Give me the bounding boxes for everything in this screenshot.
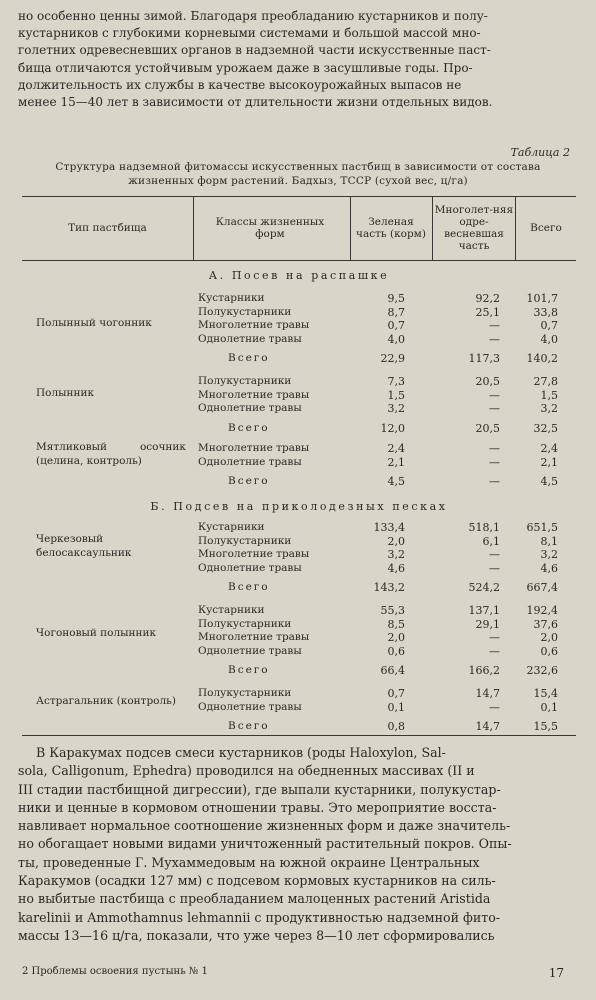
- cell-value: 27,8: [533, 375, 558, 388]
- text-line: но особенно ценны зимой. Благодаря преобладанию кустарников и полу-: [18, 9, 488, 23]
- total-value: 667,4: [526, 581, 558, 594]
- total-values: [500, 521, 558, 595]
- cell-value: 14,7: [475, 687, 500, 700]
- green-values: [350, 521, 405, 595]
- cell-value: 0,7: [540, 319, 558, 332]
- total-value: 32,5: [533, 421, 558, 435]
- life-form-classes: [198, 375, 348, 435]
- text-line: но обогащает новыми видами уничтоженный растительный покров. Опы-: [18, 836, 512, 852]
- cell-value: 518,1: [468, 521, 500, 534]
- cell-value: 0,1: [387, 700, 405, 714]
- cell-value: 0,1: [540, 700, 558, 714]
- total-value: —: [489, 475, 500, 488]
- total-value: 66,4: [380, 664, 405, 677]
- class-label: Полукустарники: [198, 617, 292, 630]
- total-value: 4,5: [387, 475, 405, 488]
- cell-value: 137,1: [468, 604, 500, 617]
- class-label: Однолетние травы: [198, 561, 302, 574]
- cell-value: 29,1: [475, 617, 500, 631]
- cell-value: 2,4: [540, 442, 558, 455]
- column-divider: [515, 196, 516, 260]
- cell-value: 4,0: [387, 332, 405, 346]
- total-value: 20,5: [475, 421, 500, 435]
- class-label: Полукустарники: [198, 305, 292, 318]
- pasture-type: Черкезовый белосаксаульник: [36, 533, 132, 559]
- cell-value: —: [489, 402, 500, 415]
- text-line: бища отличаются устойчивым урожаем даже в засушливые годы. Про-: [18, 60, 473, 75]
- table-caption: [22, 160, 574, 188]
- cell-value: 20,5: [475, 375, 500, 388]
- total-values: [500, 375, 558, 435]
- text-line: кустарников с глубокими корневыми системами и большой массой мно-: [18, 26, 481, 41]
- header-green: Зеленая часть (корм): [356, 216, 426, 240]
- cell-value: 0,7: [387, 319, 405, 332]
- text-line: навливает нормальное соотношение жизненных форм и даже значитель-: [18, 818, 511, 834]
- section-title: А. Посев на распашке: [208, 269, 390, 282]
- table-bottom-rule: [22, 735, 576, 736]
- class-label: Кустарники: [198, 604, 265, 616]
- cell-value: 33,8: [533, 305, 558, 319]
- cell-value: 4,0: [540, 332, 558, 346]
- cell-value: —: [489, 442, 500, 455]
- cell-value: 9,5: [387, 292, 405, 305]
- class-label: Многолетние травы: [198, 319, 310, 331]
- text-line: менее 15—40 лет в зависимости от длительности жизни отдельных видов.: [18, 95, 493, 110]
- cell-value: —: [489, 388, 500, 402]
- cell-value: 3,2: [387, 402, 405, 415]
- class-label: Однолетние травы: [198, 402, 302, 414]
- cell-value: 2,0: [387, 534, 405, 548]
- caption-line: Структура надземной фитомассы искусственных пастбищ в зависимости от состава: [55, 161, 541, 173]
- class-label: Полукустарники: [198, 687, 292, 699]
- green-values: [350, 292, 405, 366]
- cell-value: 192,4: [526, 604, 558, 617]
- total-value: 22,9: [380, 352, 405, 365]
- cell-value: 8,7: [387, 305, 405, 319]
- cell-value: —: [489, 319, 500, 332]
- pasture-type: Мятликовый осочник (целина, контроль): [36, 441, 186, 467]
- cell-value: 2,4: [387, 442, 405, 455]
- class-label: Многолетние травы: [198, 388, 310, 401]
- class-label: Полукустарники: [198, 534, 292, 547]
- header-woody: Многолет-няя одре-весневшая часть: [434, 204, 514, 252]
- signature-line: 2 Проблемы освоения пустынь № 1: [22, 966, 208, 977]
- cell-value: 4,6: [540, 561, 558, 575]
- total-values: [500, 687, 558, 734]
- class-label: Кустарники: [198, 521, 265, 533]
- cell-value: 2,0: [387, 631, 405, 644]
- woody-values: [430, 687, 500, 734]
- total-values: [500, 292, 558, 366]
- green-values: [350, 375, 405, 435]
- text-line: должительность их службы в качестве высокоурожайных выпасов не: [18, 77, 462, 92]
- cell-value: 0,6: [540, 644, 558, 658]
- total-value: 166,2: [468, 664, 500, 677]
- pasture-type: Полынный чогонник: [36, 317, 152, 329]
- total-value: 143,2: [373, 581, 405, 594]
- cell-value: 8,1: [540, 534, 558, 548]
- text-line: sola, Calligonum, Ephedra) проводился на обедненных массивах (II и: [18, 763, 475, 779]
- cell-value: 101,7: [526, 292, 558, 305]
- green-values: [350, 442, 405, 489]
- woody-values: [430, 521, 500, 595]
- green-values: [350, 687, 405, 734]
- total-value: 0,8: [387, 720, 405, 733]
- class-label: Многолетние травы: [198, 442, 310, 454]
- total-label: Всего: [228, 352, 270, 364]
- total-label: Всего: [228, 475, 270, 487]
- total-value: 15,5: [533, 720, 558, 733]
- class-label: Кустарники: [198, 292, 265, 304]
- total-value: 12,0: [380, 421, 405, 435]
- cell-value: 2,1: [387, 455, 405, 469]
- header-type: Тип пастбища: [68, 222, 147, 234]
- pasture-type: Астрагальник (контроль): [36, 695, 176, 707]
- life-form-classes: [198, 521, 348, 595]
- cell-value: 3,2: [540, 548, 558, 561]
- life-form-classes: [198, 442, 348, 489]
- cell-value: 8,5: [387, 617, 405, 631]
- woody-values: [430, 292, 500, 366]
- cell-value: —: [489, 332, 500, 346]
- cell-value: —: [489, 561, 500, 575]
- cell-value: 37,6: [533, 617, 558, 631]
- cell-value: 0,6: [387, 644, 405, 658]
- total-label: Всего: [228, 421, 270, 434]
- column-divider: [432, 196, 433, 260]
- text-line: Каракумов (осадки 127 мм) с подсевом кормовых кустарников на силь-: [18, 873, 496, 889]
- cell-value: —: [489, 455, 500, 469]
- text-line: В Каракумах подсев смеси кустарников (роды Haloxylon, Sal-: [36, 745, 446, 760]
- woody-values: [430, 604, 500, 678]
- table-number: Таблица 2: [510, 146, 570, 159]
- class-label: Многолетние травы: [198, 548, 310, 560]
- header-classes: Классы жизненных форм: [215, 216, 325, 240]
- cell-value: 651,5: [526, 521, 558, 534]
- pasture-type: Чогоновый полынник: [36, 627, 157, 639]
- header-total: Всего: [530, 222, 562, 234]
- table-header-rule: [22, 260, 576, 261]
- section-title: Б. Подсев на приколодезных песках: [150, 500, 448, 513]
- column-divider: [193, 196, 194, 260]
- cell-value: 0,7: [387, 687, 405, 700]
- total-value: 4,5: [540, 475, 558, 488]
- total-value: 232,6: [526, 664, 558, 677]
- text-line: массы 13—16 ц/га, показали, что уже через 8—10 лет сформировались: [18, 927, 495, 943]
- cell-value: —: [489, 548, 500, 561]
- cell-value: 92,2: [475, 292, 500, 305]
- text-line: голетних одревесневших органов в надземной части искусственные паст-: [18, 43, 491, 58]
- cell-value: 133,4: [373, 521, 405, 534]
- cell-value: 1,5: [540, 388, 558, 402]
- life-form-classes: [198, 604, 348, 678]
- total-value: 140,2: [526, 352, 558, 365]
- pasture-type: Полынник: [36, 387, 95, 399]
- cell-value: 3,2: [387, 548, 405, 561]
- cell-value: 15,4: [533, 687, 558, 700]
- total-value: 117,3: [468, 352, 500, 365]
- total-label: Всего: [228, 664, 270, 676]
- total-label: Всего: [228, 720, 270, 732]
- life-form-classes: [198, 292, 348, 366]
- page-number: 17: [548, 966, 564, 980]
- total-value: 524,2: [468, 581, 500, 594]
- text-line: III стадии пастбищной дигрессии), где выпали кустарники, полукустар-: [18, 781, 501, 797]
- bottom-paragraph: [18, 744, 576, 945]
- column-divider: [350, 196, 351, 260]
- cell-value: 2,1: [540, 455, 558, 469]
- cell-value: —: [489, 644, 500, 658]
- text-line: ты, проведенные Г. Мухаммедовым на южной окраине Центральных: [18, 854, 480, 870]
- woody-values: [430, 375, 500, 435]
- cell-value: —: [489, 700, 500, 714]
- class-label: Многолетние травы: [198, 631, 310, 643]
- caption-line: жизненных форм растений. Бадхыз, ТССР (сухой вес, ц/га): [128, 175, 468, 187]
- total-value: 14,7: [475, 720, 500, 733]
- cell-value: 2,0: [540, 631, 558, 644]
- class-label: Однолетние травы: [198, 455, 302, 468]
- woody-values: [430, 442, 500, 489]
- class-label: Однолетние травы: [198, 332, 302, 345]
- cell-value: 4,6: [387, 561, 405, 575]
- class-label: Однолетние травы: [198, 700, 302, 713]
- top-paragraph: [18, 8, 576, 111]
- text-line: но выбитые пастбища с преобладанием малоценных растений Aristida: [18, 891, 491, 907]
- class-label: Полукустарники: [198, 375, 292, 387]
- cell-value: 25,1: [475, 305, 500, 319]
- cell-value: 55,3: [380, 604, 405, 617]
- table-top-rule: [22, 196, 576, 197]
- cell-value: 1,5: [387, 388, 405, 402]
- text-line: karelinii и Ammothamnus lehmannii с продуктивностью надземной фито-: [18, 909, 501, 925]
- cell-value: 6,1: [482, 534, 500, 548]
- cell-value: 7,3: [387, 375, 405, 388]
- total-values: [500, 442, 558, 489]
- total-values: [500, 604, 558, 678]
- cell-value: 3,2: [540, 402, 558, 415]
- class-label: Однолетние травы: [198, 644, 302, 657]
- cell-value: —: [489, 631, 500, 644]
- life-form-classes: [198, 687, 348, 734]
- text-line: ники и ценные в кормовом отношении травы. Это мероприятие восста-: [18, 799, 497, 815]
- green-values: [350, 604, 405, 678]
- total-label: Всего: [228, 581, 270, 593]
